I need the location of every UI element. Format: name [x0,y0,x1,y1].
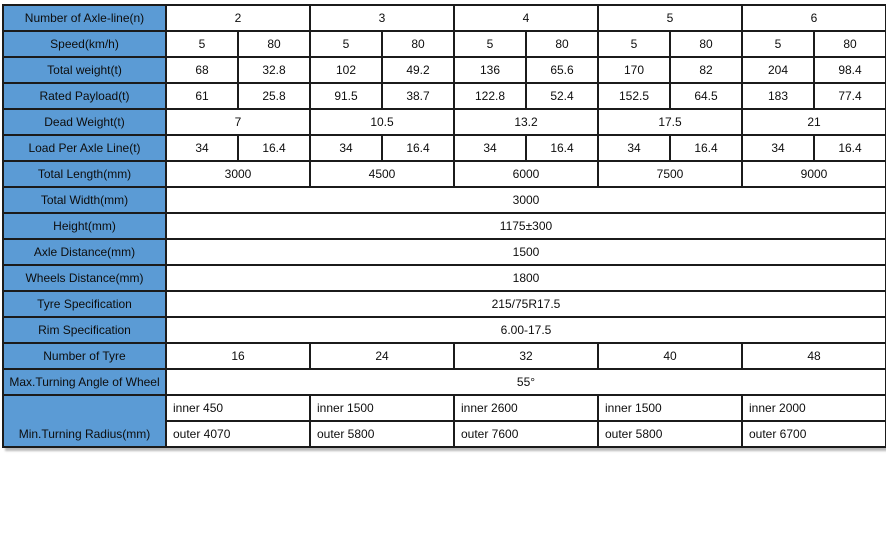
row-label: Wheels Distance(mm) [3,265,166,291]
table-cell: 136 [454,57,526,83]
table-cell: inner 2600 [454,395,598,421]
table-cell: outer 5800 [310,421,454,447]
table-cell: 49.2 [382,57,454,83]
table-cell: 16.4 [238,135,310,161]
table-cell: 38.7 [382,83,454,109]
table-cell: 5 [742,31,814,57]
table-cell: 34 [598,135,670,161]
table-cell: outer 4070 [166,421,310,447]
table-cell: 1500 [166,239,886,265]
row-label: Axle Distance(mm) [3,239,166,265]
row-label: Max.Turning Angle of Wheel [3,369,166,395]
table-cell: outer 6700 [742,421,886,447]
table-cell: 1800 [166,265,886,291]
row-load-per-axle-line [3,135,886,161]
table-cell: 68 [166,57,238,83]
row-label: Min.Turning Radius(mm) [3,395,166,447]
table-cell: 6 [742,5,886,31]
table-cell: 80 [670,31,742,57]
axle-line-spec-table [2,4,886,448]
table-cell: 3 [310,5,454,31]
table-cell: inner 1500 [598,395,742,421]
row-total-weight [3,57,886,83]
row-wheels-distance [3,265,886,291]
row-min-turning-radius-inner [3,395,886,421]
table-cell: 80 [526,31,598,57]
table-cell: 5 [598,5,742,31]
row-total-length [3,161,886,187]
table-cell: 5 [310,31,382,57]
table-cell: 122.8 [454,83,526,109]
row-label: Rim Specification [3,317,166,343]
table-cell: 4500 [310,161,454,187]
row-rated-payload [3,83,886,109]
table-cell: 40 [598,343,742,369]
table-cell: 32.8 [238,57,310,83]
table-cell: 152.5 [598,83,670,109]
table-cell: 80 [814,31,886,57]
table-cell: 82 [670,57,742,83]
table-cell: 77.4 [814,83,886,109]
table-cell: 3000 [166,161,310,187]
table-cell: 183 [742,83,814,109]
row-label: Number of Axle-line(n) [3,5,166,31]
table-cell: 21 [742,109,886,135]
table-cell: 5 [454,31,526,57]
table-cell: inner 450 [166,395,310,421]
row-dead-weight [3,109,886,135]
table-cell: inner 2000 [742,395,886,421]
table-cell: inner 1500 [310,395,454,421]
table-cell: 7500 [598,161,742,187]
table-cell: 3000 [166,187,886,213]
table-cell: 6000 [454,161,598,187]
table-cell: 16.4 [382,135,454,161]
table-cell: 24 [310,343,454,369]
table-cell: 34 [454,135,526,161]
row-label: Load Per Axle Line(t) [3,135,166,161]
table-cell: 65.6 [526,57,598,83]
table-cell: 16.4 [814,135,886,161]
row-speed [3,31,886,57]
table-cell: 5 [598,31,670,57]
row-tyre-specification [3,291,886,317]
table-cell: 61 [166,83,238,109]
table-cell: 7 [166,109,310,135]
table-cell: 52.4 [526,83,598,109]
table-cell: 2 [166,5,310,31]
row-label: Speed(km/h) [3,31,166,57]
table-cell: 34 [310,135,382,161]
row-axle-distance [3,239,886,265]
table-cell: 102 [310,57,382,83]
table-cell: 215/75R17.5 [166,291,886,317]
table-cell: 48 [742,343,886,369]
table-cell: 9000 [742,161,886,187]
table-cell: 80 [238,31,310,57]
table-cell: 6.00-17.5 [166,317,886,343]
row-height [3,213,886,239]
table-cell: 55° [166,369,886,395]
table-cell: 16.4 [670,135,742,161]
table-cell: outer 5800 [598,421,742,447]
table-cell: 5 [166,31,238,57]
row-label: Number of Tyre [3,343,166,369]
row-label: Dead Weight(t) [3,109,166,135]
table-cell: 80 [382,31,454,57]
row-label: Total weight(t) [3,57,166,83]
row-number-of-axle-line [3,5,886,31]
table-cell: 16 [166,343,310,369]
table-cell: 10.5 [310,109,454,135]
table-cell: 16.4 [526,135,598,161]
row-number-of-tyre [3,343,886,369]
table-cell: 34 [742,135,814,161]
table-cell: outer 7600 [454,421,598,447]
table-cell: 170 [598,57,670,83]
table-cell: 25.8 [238,83,310,109]
row-label: Tyre Specification [3,291,166,317]
table-cell: 34 [166,135,238,161]
table-cell: 4 [454,5,598,31]
table-cell: 32 [454,343,598,369]
row-rim-specification [3,317,886,343]
table-cell: 17.5 [598,109,742,135]
row-label: Total Width(mm) [3,187,166,213]
row-label: Rated Payload(t) [3,83,166,109]
table-cell: 91.5 [310,83,382,109]
table-cell: 1175±300 [166,213,886,239]
table-cell: 64.5 [670,83,742,109]
row-total-width [3,187,886,213]
table-cell: 98.4 [814,57,886,83]
row-label: Total Length(mm) [3,161,166,187]
table-cell: 13.2 [454,109,598,135]
row-max-turning-angle [3,369,886,395]
table-cell: 204 [742,57,814,83]
row-label: Height(mm) [3,213,166,239]
